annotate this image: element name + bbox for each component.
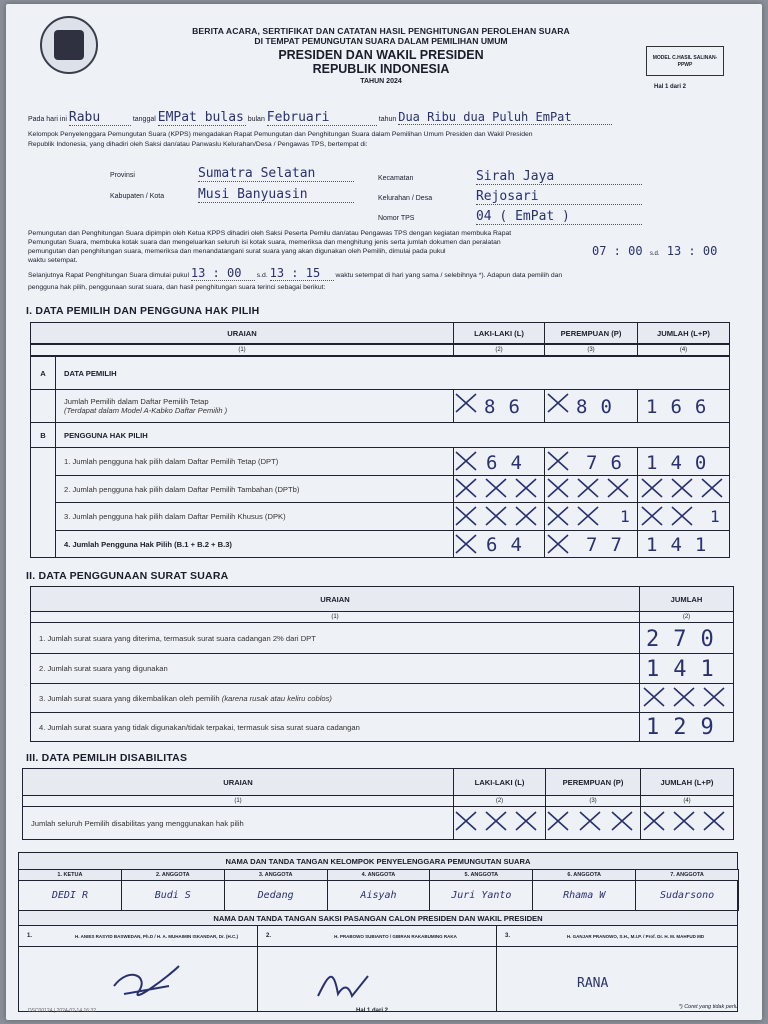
kecamatan-row bbox=[378, 170, 642, 185]
opening-text-1: Kelompok Penyelenggara Pemungutan Suara (KPPS) mengadakan Rapat Pemungutan dan Penghitungan Suara dalam Pemilihan Umum Presiden dan Wakil Presiden bbox=[28, 131, 533, 138]
a-p-value: 80 bbox=[576, 396, 625, 418]
kecamatan-value: Sirah Jaya bbox=[476, 170, 642, 185]
form-header bbox=[146, 26, 616, 85]
saksi-3-header bbox=[496, 925, 738, 947]
kpps-role-4: 4. ANGGOTA bbox=[327, 869, 431, 881]
s1-b-code: B bbox=[30, 422, 56, 448]
s1-col-uraian: URAIAN bbox=[30, 322, 454, 344]
b3-j-value: 1 bbox=[710, 507, 720, 526]
cross-mark bbox=[514, 505, 538, 527]
s1-b-row4: 4. Jumlah Pengguna Hak Pilih (B.1 + B.2 + B.3) bbox=[55, 530, 454, 558]
cross-mark bbox=[672, 810, 696, 832]
count-sd: s.d. bbox=[256, 272, 268, 279]
cross-mark bbox=[702, 810, 726, 832]
cross-mark bbox=[546, 450, 570, 472]
cross-mark bbox=[514, 810, 538, 832]
s1-n4: (4) bbox=[637, 344, 730, 356]
end-time: 13 : 00 bbox=[666, 244, 718, 258]
cross-mark bbox=[576, 505, 600, 527]
tanggal-value: EMPat bulas bbox=[157, 110, 244, 125]
count-end: 13 : 15 bbox=[270, 266, 334, 281]
count-label: Selanjutnya Rapat Penghitungan Suara dimulai pukul bbox=[28, 272, 189, 279]
s2-row2: 2. Jumlah surat suara yang digunakan bbox=[30, 653, 640, 684]
cross-mark bbox=[546, 533, 570, 555]
tahun-label: tahun bbox=[378, 116, 397, 123]
pada-hari-label: Pada hari ini bbox=[28, 116, 67, 123]
cross-mark bbox=[640, 505, 664, 527]
a-l-value: 86 bbox=[484, 396, 533, 418]
header-line3: PRESIDEN DAN WAKIL PRESIDEN bbox=[278, 48, 484, 62]
bulan-value: Februari bbox=[267, 111, 377, 126]
saksi-1-signature bbox=[19, 946, 257, 1012]
kabupaten-row bbox=[110, 188, 354, 203]
kpps-sign-5: Juri Yanto bbox=[429, 880, 533, 911]
header-year: TAHUN 2024 bbox=[360, 78, 402, 85]
section3-title: III. DATA PEMILIH DISABILITAS bbox=[26, 752, 188, 764]
saksi-3-num: 3. bbox=[505, 933, 511, 939]
cross-mark bbox=[546, 392, 570, 414]
s2-row1: 1. Jumlah surat suara yang diterima, termasuk surat suara cadangan 2% dari DPT bbox=[30, 622, 640, 654]
s2-col-uraian: URAIAN bbox=[30, 586, 640, 612]
cross-mark bbox=[454, 450, 478, 472]
s1-b-title: PENGGUNA HAK PILIH bbox=[55, 422, 730, 448]
s3-col-uraian: URAIAN bbox=[22, 768, 454, 796]
kelurahan-row bbox=[378, 190, 642, 205]
cross-mark bbox=[610, 810, 634, 832]
cross-mark bbox=[642, 686, 666, 708]
kabupaten-value: Musi Banyuasin bbox=[198, 188, 354, 203]
s2-value-1: 270 bbox=[646, 627, 728, 652]
s1-a-title: DATA PEMILIH bbox=[55, 356, 730, 390]
s2-col-j: JUMLAH bbox=[639, 586, 734, 612]
sd-label: s.d. bbox=[649, 251, 660, 257]
provinsi-label: Provinsi bbox=[110, 172, 135, 179]
cross-mark bbox=[700, 477, 724, 499]
form-sheet bbox=[6, 4, 762, 1020]
footer-right: *) Coret yang tidak perlu bbox=[678, 1004, 738, 1010]
saksi-1-header bbox=[18, 925, 258, 947]
model-box: MODEL C.HASIL SALINAN-PPWP bbox=[646, 46, 724, 76]
s1-b-spacer bbox=[30, 447, 56, 558]
saksi-2-sign bbox=[257, 946, 497, 1012]
b4-l-value: 64 bbox=[486, 534, 535, 556]
start-time: 07 : 00 bbox=[592, 244, 643, 258]
s2-value-2: 141 bbox=[646, 657, 728, 682]
saksi-2-signature bbox=[258, 946, 496, 1012]
b1-j-value: 140 bbox=[646, 452, 720, 474]
s3-row1: Jumlah seluruh Pemilih disabilitas yang menggunakan hak pilih bbox=[22, 806, 454, 840]
s2-n2: (2) bbox=[639, 611, 734, 623]
cross-mark bbox=[454, 505, 478, 527]
s3-n1: (1) bbox=[22, 795, 454, 807]
kpps-role-6: 6. ANGGOTA bbox=[532, 869, 636, 881]
saksi-2-header bbox=[257, 925, 497, 947]
opening-text-2: Republik Indonesia, yang dihadiri oleh Saksi dan/atau Panwaslu Kelurahan/Desa / Pengawas TPS, bertempat di: bbox=[28, 141, 368, 148]
tps-label: Nomor TPS bbox=[378, 215, 415, 222]
s2-n1: (1) bbox=[30, 611, 640, 623]
count-time-row bbox=[28, 266, 562, 281]
saksi-title: NAMA DAN TANDA TANGAN SAKSI PASANGAN CALON PRESIDEN DAN WAKIL PRESIDEN bbox=[18, 910, 738, 926]
kelurahan-value: Rejosari bbox=[476, 190, 642, 205]
provinsi-value: Sumatra Selatan bbox=[198, 167, 354, 182]
opening-line bbox=[28, 110, 612, 126]
s1-col-l: LAKI-LAKI (L) bbox=[453, 322, 545, 344]
kpps-sign-2: Budi S bbox=[121, 880, 225, 911]
kpps-role-7: 7. ANGGOTA bbox=[635, 869, 739, 881]
s1-b-row1: 1. Jumlah pengguna hak pilih dalam Daftar Pemilih Tetap (DPT) bbox=[55, 447, 454, 476]
s1-a-row1-text: Jumlah Pemilih dalam Daftar Pemilih Tetap bbox=[64, 397, 209, 406]
s3-col-p: PEREMPUAN (P) bbox=[545, 768, 641, 796]
kabupaten-label: Kabupaten / Kota bbox=[110, 193, 165, 200]
kpps-role-1: 1. KETUA bbox=[18, 869, 122, 881]
header-line4: REPUBLIK INDONESIA bbox=[312, 62, 450, 76]
s3-col-l: LAKI-LAKI (L) bbox=[453, 768, 546, 796]
saksi-3-name: H. GANJAR PRANOWO, S.H., M.I.P. / Prof. Dr. H. M. MAHFUD MD bbox=[566, 933, 705, 939]
footer-center: Hal 1 dari 2 bbox=[356, 1008, 389, 1014]
tahun-value: Dua Ribu dua Puluh EmPat bbox=[398, 110, 612, 125]
header-line1: BERITA ACARA, SERTIFIKAT DAN CATATAN HASIL PENGHITUNGAN PEROLEHAN SUARA bbox=[192, 26, 570, 36]
cross-mark bbox=[670, 505, 694, 527]
section1-title: I. DATA PEMILIH DAN PENGGUNA HAK PILIH bbox=[26, 305, 260, 317]
s2-row3-note: (karena rusak atau keliru coblos) bbox=[221, 693, 332, 703]
cross-mark bbox=[454, 533, 478, 555]
header-line2: DI TEMPAT PEMUNGUTAN SUARA DALAM PEMILIHAN UMUM bbox=[254, 36, 508, 46]
cross-mark bbox=[546, 505, 570, 527]
cross-mark bbox=[670, 477, 694, 499]
a-j-value: 166 bbox=[646, 396, 720, 418]
s2-value-4: 129 bbox=[646, 715, 728, 740]
s1-a-row1 bbox=[55, 389, 454, 423]
kpps-role-2: 2. ANGGOTA bbox=[121, 869, 225, 881]
s1-a-code: A bbox=[30, 356, 56, 390]
saksi-1-name: H. ANIES RASYID BASWEDAN, Ph.D / H. A. MUHAIMIN ISKANDAR, Dr. (H.C.) bbox=[75, 933, 238, 939]
s2-row3 bbox=[30, 683, 640, 713]
b1-p-value: 76 bbox=[586, 452, 635, 474]
tps-row bbox=[378, 210, 642, 225]
s1-col-j: JUMLAH (L+P) bbox=[637, 322, 730, 344]
saksi-1-sign bbox=[18, 946, 258, 1012]
tps-value: 04 ( EmPat ) bbox=[476, 210, 642, 225]
cross-mark bbox=[454, 477, 478, 499]
s1-n1: (1) bbox=[30, 344, 454, 356]
kpps-sign-4: Aisyah bbox=[327, 880, 431, 911]
kpps-role-5: 5. ANGGOTA bbox=[429, 869, 533, 881]
s3-col-j: JUMLAH (L+P) bbox=[640, 768, 734, 796]
cross-mark bbox=[640, 477, 664, 499]
cross-mark bbox=[576, 477, 600, 499]
s1-a-spacer bbox=[30, 389, 56, 423]
bulan-label: bulan bbox=[247, 116, 265, 123]
kpps-sign-7: Sudarsono bbox=[635, 880, 739, 911]
saksi-2-num: 2. bbox=[266, 933, 272, 939]
b4-p-value: 77 bbox=[586, 534, 635, 556]
cross-mark bbox=[454, 392, 478, 414]
process-text-2: Pemungutan Suara, membuka kotak suara dan mengeluarkan seluruh isi kotak suara, memeriksa dan menghitung jenis serta jumlah dokumen dan peralatan bbox=[28, 239, 501, 246]
section2-title: II. DATA PENGGUNAAN SURAT SUARA bbox=[26, 570, 229, 582]
cross-mark bbox=[514, 477, 538, 499]
b4-j-value: 141 bbox=[646, 534, 720, 556]
b1-l-value: 64 bbox=[486, 452, 535, 474]
cross-mark bbox=[484, 477, 508, 499]
process-text-4: waktu setempat. bbox=[28, 257, 78, 264]
kpps-sign-3: Dedang bbox=[224, 880, 328, 911]
provinsi-row bbox=[110, 167, 354, 182]
s2-row3-text: 3. Jumlah surat suara yang dikembalikan oleh pemilih bbox=[39, 693, 220, 703]
cross-mark bbox=[578, 810, 602, 832]
b3-p-value: 1 bbox=[620, 507, 630, 526]
tanggal-label: tanggal bbox=[132, 116, 156, 123]
saksi-1-num: 1. bbox=[27, 933, 33, 939]
saksi-3-signature: RANA bbox=[577, 976, 609, 991]
cross-mark bbox=[702, 686, 726, 708]
page-indicator: Hal 1 dari 2 bbox=[654, 84, 687, 90]
count-start: 13 : 00 bbox=[191, 266, 255, 281]
cross-mark bbox=[606, 477, 630, 499]
kpps-sign-6: Rhama W bbox=[532, 880, 636, 911]
cross-mark bbox=[484, 505, 508, 527]
kpu-logo bbox=[40, 16, 98, 74]
cross-mark bbox=[454, 810, 478, 832]
kpps-role-3: 3. ANGGOTA bbox=[224, 869, 328, 881]
s1-n2: (2) bbox=[453, 344, 545, 356]
cross-mark bbox=[642, 810, 666, 832]
process-text-3: pemungutan dan penghitungan suara, memeriksa dan menandatangani surat suara yang akan digunakan oleh Pemilih, dimulai pada pukul bbox=[28, 248, 446, 255]
s3-n3: (3) bbox=[545, 795, 641, 807]
cross-mark bbox=[672, 686, 696, 708]
kecamatan-label: Kecamatan bbox=[378, 175, 414, 182]
cross-mark bbox=[546, 810, 570, 832]
cross-mark bbox=[546, 477, 570, 499]
kpps-title: NAMA DAN TANDA TANGAN KELOMPOK PENYELENGGARA PEMUNGUTAN SUARA bbox=[18, 852, 738, 870]
s2-row4: 4. Jumlah surat suara yang tidak digunakan/tidak terpakai, termasuk sisa surat suara cadangan bbox=[30, 712, 640, 742]
s1-n3: (3) bbox=[544, 344, 638, 356]
saksi-3-sign bbox=[496, 946, 738, 1012]
hari-value: Rabu bbox=[69, 111, 131, 126]
kelurahan-label: Kelurahan / Desa bbox=[378, 195, 433, 202]
kpps-sign-1: DEDI R bbox=[18, 880, 122, 911]
s1-col-p: PEREMPUAN (P) bbox=[544, 322, 638, 344]
s3-n2: (2) bbox=[453, 795, 546, 807]
process-text-6: waktu setempat di hari yang sama / selebihnya *). Adapun data pemilih dan bbox=[335, 272, 563, 279]
process-text-7: pengguna hak pilih, penggunaan surat suara, dan hasil penghitungan suara terinci sebagai berikut: bbox=[28, 284, 326, 291]
cross-mark bbox=[484, 810, 508, 832]
footer-left: DSC00124 | 2024-02-14 16:32 bbox=[28, 1008, 97, 1014]
s1-b-row2: 2. Jumlah pengguna hak pilih dalam Daftar Pemilih Tambahan (DPTb) bbox=[55, 475, 454, 503]
s1-b-row3: 3. Jumlah pengguna hak pilih dalam Daftar Pemilih Khusus (DPK) bbox=[55, 502, 454, 531]
s1-a-row1-note: (Terdapat dalam Model A-Kabko Daftar Pemilih ) bbox=[64, 406, 228, 415]
saksi-2-name: H. PRABOWO SUBIANTO / GIBRAN RAKABUMING RAKA bbox=[334, 933, 457, 939]
process-text-1: Pemungutan dan Penghitungan Suara dipimpin oleh Ketua KPPS dihadiri oleh Saksi Peserta Pemilu dan/atau Pengawas TPS dengan kegiatan membuka Rapat bbox=[28, 230, 512, 237]
s3-n4: (4) bbox=[640, 795, 734, 807]
